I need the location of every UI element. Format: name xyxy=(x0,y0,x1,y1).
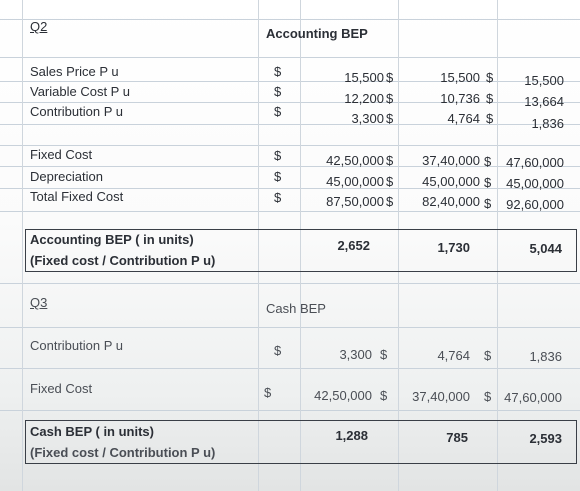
row-label: Sales Price P u xyxy=(30,64,119,79)
currency-symbol: $ xyxy=(486,70,494,85)
value-cell: 42,50,000 xyxy=(326,153,384,168)
grid-line xyxy=(0,57,580,58)
row-label: Depreciation xyxy=(30,169,103,184)
currency-symbol: $ xyxy=(484,154,492,169)
currency-symbol: $ xyxy=(274,84,282,99)
currency-symbol: $ xyxy=(274,104,282,119)
grid-line xyxy=(22,0,23,491)
grid-line xyxy=(0,19,580,20)
currency-symbol: $ xyxy=(484,175,492,190)
currency-symbol: $ xyxy=(264,385,272,400)
currency-symbol: $ xyxy=(274,343,282,358)
value-cell: 45,00,000 xyxy=(506,176,564,191)
value-cell: 4,764 xyxy=(447,111,480,126)
currency-symbol: $ xyxy=(386,174,394,189)
currency-symbol: $ xyxy=(274,190,282,205)
grid-line xyxy=(0,211,580,212)
value-cell: 4,764 xyxy=(437,348,470,363)
accounting-bep-formula: (Fixed cost / Contribution P u) xyxy=(30,253,216,268)
value-cell: 3,300 xyxy=(351,111,384,126)
row-label: Variable Cost P u xyxy=(30,84,130,99)
row-label: Total Fixed Cost xyxy=(30,189,124,204)
bep-value: 1,288 xyxy=(335,428,368,443)
row-label: Contribution P u xyxy=(30,104,123,119)
value-cell: 15,500 xyxy=(524,73,564,88)
value-cell: 1,836 xyxy=(529,349,562,364)
value-cell: 1,836 xyxy=(531,116,564,131)
bep-value: 2,593 xyxy=(529,431,562,446)
value-cell: 45,00,000 xyxy=(326,174,384,189)
currency-symbol: $ xyxy=(386,194,394,209)
currency-symbol: $ xyxy=(380,388,388,403)
grid-line xyxy=(0,410,580,411)
value-cell: 15,500 xyxy=(344,70,384,85)
bep-value: 5,044 xyxy=(529,241,562,256)
value-cell: 10,736 xyxy=(440,91,480,106)
value-cell: 82,40,000 xyxy=(422,194,480,209)
currency-symbol: $ xyxy=(386,91,394,106)
grid-line xyxy=(0,327,580,328)
value-cell: 92,60,000 xyxy=(506,197,564,212)
currency-symbol: $ xyxy=(484,348,492,363)
value-cell: 15,500 xyxy=(440,70,480,85)
currency-symbol: $ xyxy=(484,196,492,211)
currency-symbol: $ xyxy=(274,169,282,184)
currency-symbol: $ xyxy=(386,70,394,85)
cash-bep-header: Cash BEP xyxy=(266,301,326,316)
value-cell: 3,300 xyxy=(339,347,372,362)
row-label: Fixed Cost xyxy=(30,147,93,162)
section-label-q3: Q3 xyxy=(30,295,48,310)
currency-symbol: $ xyxy=(380,347,388,362)
value-cell: 37,40,000 xyxy=(422,153,480,168)
currency-symbol: $ xyxy=(486,111,494,126)
grid-line xyxy=(0,368,580,369)
value-cell: 47,60,000 xyxy=(506,155,564,170)
bep-value: 1,730 xyxy=(437,240,470,255)
currency-symbol: $ xyxy=(274,148,282,163)
cash-bep-label: Cash BEP ( in units) xyxy=(30,424,154,439)
currency-symbol: $ xyxy=(484,389,492,404)
currency-symbol: $ xyxy=(274,64,282,79)
row-label: Contribution P u xyxy=(30,338,123,353)
currency-symbol: $ xyxy=(386,111,394,126)
section-label-q2: Q2 xyxy=(30,19,48,34)
grid-line xyxy=(0,166,580,167)
cash-bep-formula: (Fixed cost / Contribution P u) xyxy=(30,445,216,460)
accounting-bep-header: Accounting BEP xyxy=(266,26,368,41)
grid-line xyxy=(0,283,580,284)
value-cell: 47,60,000 xyxy=(504,390,562,405)
grid-line xyxy=(0,145,580,146)
value-cell: 42,50,000 xyxy=(314,388,372,403)
row-label: Fixed Cost xyxy=(30,381,93,396)
currency-symbol: $ xyxy=(386,153,394,168)
currency-symbol: $ xyxy=(486,91,494,106)
accounting-bep-label: Accounting BEP ( in units) xyxy=(30,232,194,247)
value-cell: 37,40,000 xyxy=(412,389,470,404)
bep-value: 2,652 xyxy=(337,238,370,253)
bep-value: 785 xyxy=(446,430,468,445)
value-cell: 45,00,000 xyxy=(422,174,480,189)
value-cell: 13,664 xyxy=(524,94,564,109)
value-cell: 87,50,000 xyxy=(326,194,384,209)
value-cell: 12,200 xyxy=(344,91,384,106)
